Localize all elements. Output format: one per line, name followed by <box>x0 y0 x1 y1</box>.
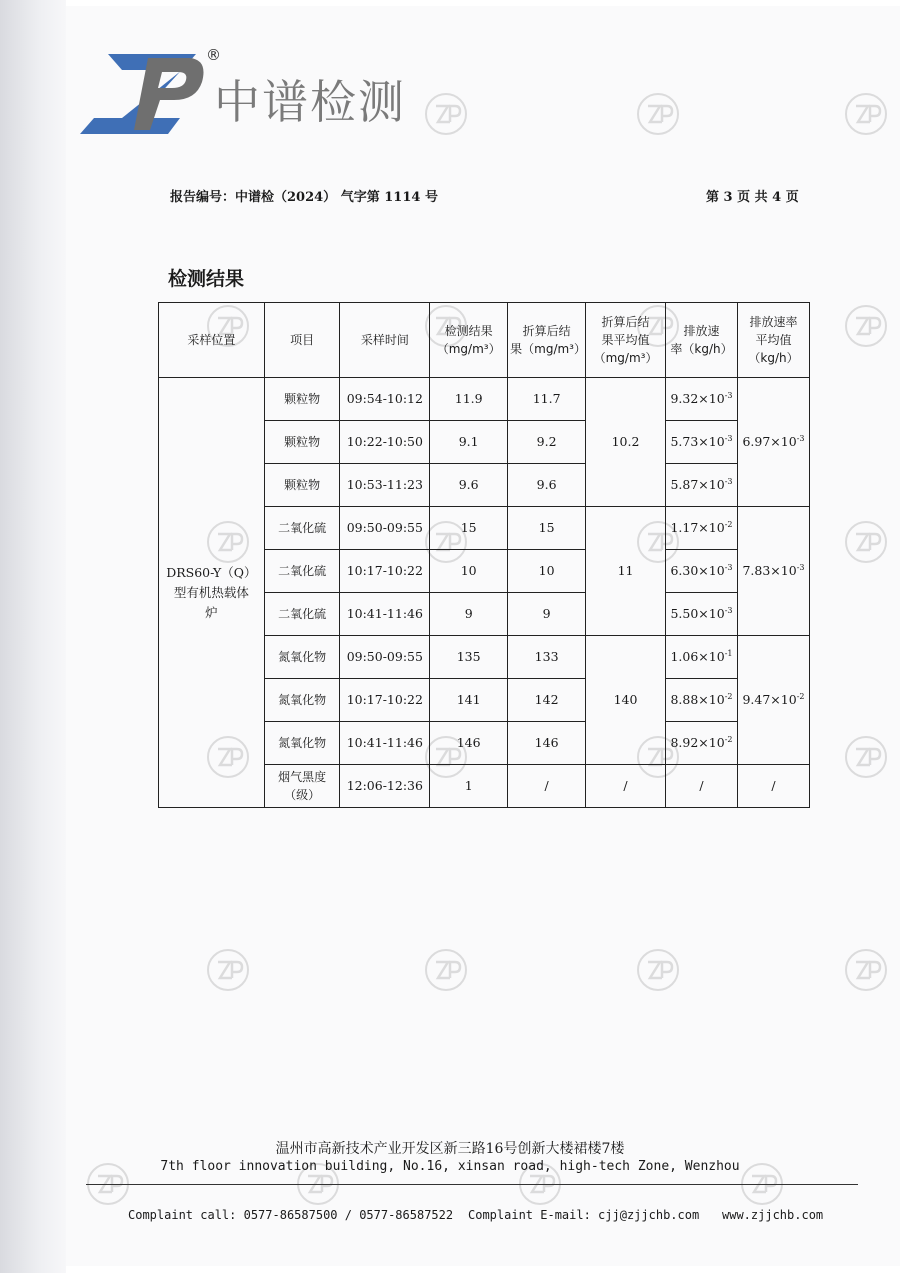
converted-cell: 15 <box>508 507 586 550</box>
watermark-stamp-icon <box>424 92 468 136</box>
watermark-stamp-icon <box>424 948 468 992</box>
rate-cell: $8.88\times 10^{-2}$ <box>666 679 738 722</box>
sampling-location: DRS60-Y（Q） 型有机热载体 炉 <box>159 378 265 808</box>
table-row <box>159 378 810 421</box>
watermark-stamp-icon <box>844 304 888 348</box>
converted-cell: 9.2 <box>508 421 586 464</box>
time-cell: 10:41-11:46 <box>340 722 430 765</box>
rate-cell: $1.06\times 10^{-1}$ <box>666 636 738 679</box>
header-time: 采样时间 <box>340 303 430 378</box>
registered-mark: ® <box>206 46 221 64</box>
item-cell: 氮氧化物 <box>264 636 340 679</box>
watermark-stamp-icon <box>844 735 888 779</box>
item-cell: 二氧化硫 <box>264 550 340 593</box>
header-rate-average: 排放速率 平均值 （kg/h） <box>737 303 809 378</box>
address-chinese: 温州市高新技术产业开发区新三路16号创新大楼裙楼7楼 <box>275 1141 625 1157</box>
complaint-call: Complaint call: 0577-86587500 / 0577-86587522 <box>128 1208 454 1222</box>
time-cell: 12:06-12:36 <box>340 765 430 808</box>
header-average: 折算后结 果平均值 （mg/m³） <box>586 303 666 378</box>
rate-average-cell: $6.97\times 10^{-3}$ <box>737 378 809 507</box>
rate-cell: $8.92\times 10^{-2}$ <box>666 722 738 765</box>
result-cell: 141 <box>430 679 508 722</box>
result-cell: 9.6 <box>430 464 508 507</box>
average-cell: 140 <box>586 636 666 765</box>
item-cell: 二氧化硫 <box>264 593 340 636</box>
section-title: 检测结果 <box>168 268 245 290</box>
zp-logo-icon <box>78 48 208 136</box>
rate-cell: $9.32\times 10^{-3}$ <box>666 378 738 421</box>
watermark-stamp-icon <box>844 520 888 564</box>
converted-cell: 133 <box>508 636 586 679</box>
page-number: 第 3 页 共 4 页 <box>706 190 799 205</box>
rate-cell: $5.87\times 10^{-3}$ <box>666 464 738 507</box>
converted-cell: 142 <box>508 679 586 722</box>
converted-cell: 10 <box>508 550 586 593</box>
rate-cell: / <box>666 765 738 808</box>
result-cell: 9 <box>430 593 508 636</box>
time-cell: 10:17-10:22 <box>340 679 430 722</box>
header-rate: 排放速 率（kg/h） <box>666 303 738 378</box>
watermark-stamp-icon <box>844 948 888 992</box>
time-cell: 10:53-11:23 <box>340 464 430 507</box>
time-cell: 09:50-09:55 <box>340 636 430 679</box>
rate-average-cell: / <box>737 765 809 808</box>
watermark-stamp-icon <box>636 92 680 136</box>
website: www.zjjchb.com <box>722 1208 824 1222</box>
item-cell: 氮氧化物 <box>264 722 340 765</box>
time-cell: 10:17-10:22 <box>340 550 430 593</box>
rate-cell: $5.50\times 10^{-3}$ <box>666 593 738 636</box>
average-cell: 11 <box>586 507 666 636</box>
results-table <box>158 302 810 808</box>
brand-name: 中谱检测 <box>214 75 406 129</box>
complaint-email: Complaint E-mail: cjj@zjjchb.com <box>468 1208 700 1222</box>
address-english: 7th floor innovation building, No.16, xinsan road, high-tech Zone, Wenzhou <box>160 1159 740 1174</box>
converted-cell: 9.6 <box>508 464 586 507</box>
result-cell: 11.9 <box>430 378 508 421</box>
rate-average-cell: $7.83\times 10^{-3}$ <box>737 507 809 636</box>
result-cell: 15 <box>430 507 508 550</box>
result-cell: 146 <box>430 722 508 765</box>
result-cell: 10 <box>430 550 508 593</box>
report-number: 报告编号：中谱检（2024） 气字第 1114 号 <box>170 190 438 205</box>
time-cell: 09:50-09:55 <box>340 507 430 550</box>
watermark-stamp-icon <box>636 948 680 992</box>
rate-average-cell: $9.47\times 10^{-2}$ <box>737 636 809 765</box>
item-cell: 颗粒物 <box>264 378 340 421</box>
item-cell: 颗粒物 <box>264 421 340 464</box>
rate-cell: $1.17\times 10^{-2}$ <box>666 507 738 550</box>
item-cell: 颗粒物 <box>264 464 340 507</box>
result-cell: 9.1 <box>430 421 508 464</box>
converted-cell: / <box>508 765 586 808</box>
converted-cell: 146 <box>508 722 586 765</box>
header-result: 检测结果 （mg/m³） <box>430 303 508 378</box>
result-cell: 135 <box>430 636 508 679</box>
time-cell: 09:54-10:12 <box>340 378 430 421</box>
average-cell: 10.2 <box>586 378 666 507</box>
converted-cell: 9 <box>508 593 586 636</box>
time-cell: 10:22-10:50 <box>340 421 430 464</box>
item-cell: 烟气黑度 （级） <box>264 765 340 808</box>
item-cell: 二氧化硫 <box>264 507 340 550</box>
rate-cell: $6.30\times 10^{-3}$ <box>666 550 738 593</box>
time-cell: 10:41-11:46 <box>340 593 430 636</box>
footer-divider <box>86 1184 858 1185</box>
converted-cell: 11.7 <box>508 378 586 421</box>
item-cell: 氮氧化物 <box>264 679 340 722</box>
page-binding-shadow <box>0 0 66 1273</box>
watermark-stamp-icon <box>206 948 250 992</box>
table-header-row <box>159 303 810 378</box>
header-converted: 折算后结 果（mg/m³） <box>508 303 586 378</box>
watermark-stamp-icon <box>844 92 888 136</box>
result-cell: 1 <box>430 765 508 808</box>
average-cell: / <box>586 765 666 808</box>
header-location: 采样位置 <box>159 303 265 378</box>
header-item: 项目 <box>264 303 340 378</box>
rate-cell: $5.73\times 10^{-3}$ <box>666 421 738 464</box>
